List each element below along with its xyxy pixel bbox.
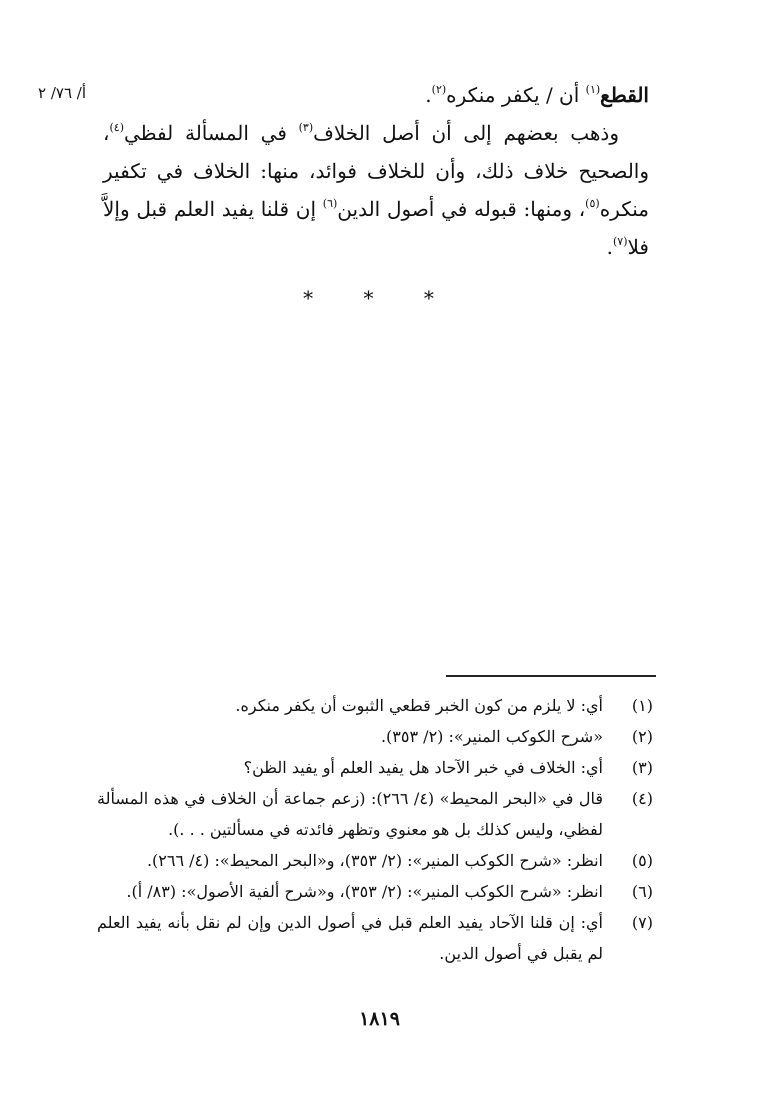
section-separator: * * * xyxy=(303,286,456,310)
footnote-text: انظر: «شرح الكوكب المنير»: (٢/ ٣٥٣)، و«البحر المحيط»: (٤/ ٢٦٦). xyxy=(146,851,603,870)
footnote-number: (١) xyxy=(631,696,653,715)
footnote-number: (٣) xyxy=(631,758,653,777)
main-text-block xyxy=(103,76,649,266)
footnotes-section xyxy=(97,690,653,969)
footnote-divider-rule xyxy=(446,675,656,677)
footnote-number: (٥) xyxy=(631,851,653,870)
footnote-item xyxy=(97,752,653,783)
page-number: ١٨١٩ xyxy=(359,1008,400,1030)
manuscript-folio-marker: أ/ ٧٦/ ٢ xyxy=(38,84,87,102)
footnote-text: أي: الخلاف في خبر الآحاد هل يفيد العلم أو يفيد الظن؟ xyxy=(243,758,603,777)
footnote-item xyxy=(97,876,653,907)
text-segment: أن / يكفر منكره xyxy=(446,83,586,107)
footnote-ref-2[interactable]: (٢) xyxy=(431,83,447,96)
footnote-ref-3[interactable]: (٣) xyxy=(298,121,314,134)
footnote-number: (٤) xyxy=(631,789,653,808)
footnote-ref-4[interactable]: (٤) xyxy=(109,121,124,134)
footnote-number: (٢) xyxy=(631,727,653,746)
footnote-ref-6[interactable]: (٦) xyxy=(322,197,338,210)
footnote-item xyxy=(97,845,653,876)
text-segment: ، والصحيح خلاف ذلك، وأن للخلاف فوائد، منها: الخلاف في تكفير منكره xyxy=(103,121,649,221)
footnote-item xyxy=(97,907,653,969)
text-segment: في المسألة لفظي xyxy=(123,121,299,145)
footnote-text: قال في «البحر المحيط» (٤/ ٢٦٦): (زعم جماعة أن الخلاف في هذه المسألة لفظي، وليس كذلك بل هو معنوي وتظهر فائدته في مسألتين . . .). xyxy=(97,789,603,839)
footnote-ref-5[interactable]: (٥) xyxy=(585,197,600,210)
footnote-text: أي: إن قلنا الآحاد يفيد العلم قبل في أصول الدين وإن لم نقل بأنه يفيد العلم لم يقبل في أصول الدين. xyxy=(97,913,603,963)
text-segment: إن قلنا يفيد العلم قبل وإلاَّ فلا xyxy=(103,197,649,259)
main-line-1 xyxy=(103,76,649,114)
main-paragraph-2 xyxy=(103,114,649,266)
text-segment: . xyxy=(425,83,432,107)
footnote-text: أي: لا يلزم من كون الخبر قطعي الثبوت أن يكفر منكره. xyxy=(235,696,603,715)
footnote-number: (٧) xyxy=(631,913,653,932)
footnote-ref-7[interactable]: (٧) xyxy=(612,235,628,248)
text-segment: ، ومنها: قبوله في أصول الدين xyxy=(337,197,586,221)
footnote-item xyxy=(97,783,653,845)
footnote-ref-1[interactable]: (١) xyxy=(585,83,601,96)
footnote-item xyxy=(97,721,653,752)
text-segment: وذهب بعضهم إلى أن أصل الخلاف xyxy=(313,121,619,145)
lead-word: القطع xyxy=(600,83,649,107)
footnote-text: انظر: «شرح الكوكب المنير»: (٢/ ٣٥٣)، و«شرح ألفية الأصول»: (٨٣/ أ). xyxy=(126,882,603,901)
text-segment: . xyxy=(606,235,613,259)
footnote-item xyxy=(97,690,653,721)
footnote-text: «شرح الكوكب المنير»: (٢/ ٣٥٣). xyxy=(380,727,603,746)
footnote-number: (٦) xyxy=(631,882,653,901)
